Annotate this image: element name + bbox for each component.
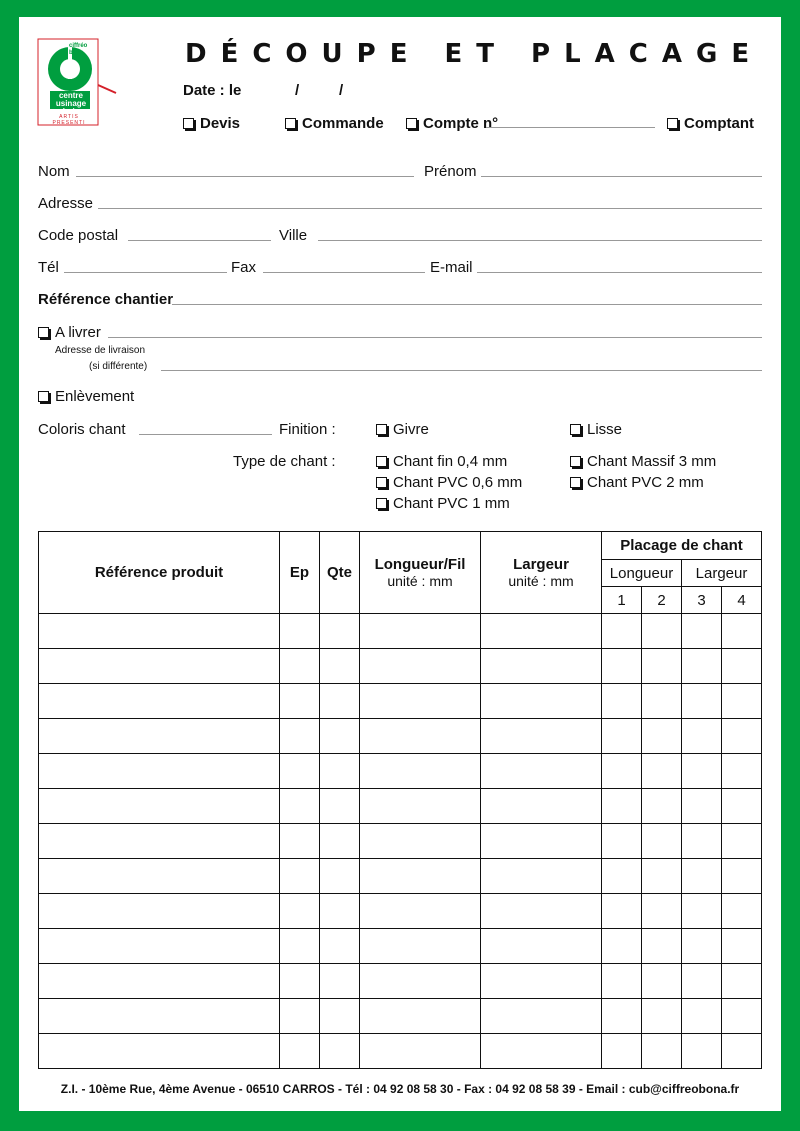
nom-field[interactable] — [76, 176, 414, 177]
table-cell[interactable] — [280, 894, 320, 929]
adresse-field[interactable] — [98, 208, 762, 209]
table-cell[interactable] — [722, 999, 762, 1034]
table-cell[interactable] — [602, 789, 642, 824]
option-comptant[interactable] — [667, 115, 754, 132]
table-cell[interactable] — [320, 929, 360, 964]
logo-brand-top: ciffréo bona — [69, 43, 88, 56]
table-cell[interactable] — [360, 859, 481, 894]
chant-fin-04-label: Chant fin 0,4 mm — [393, 453, 508, 470]
a-livrer-field[interactable] — [108, 337, 762, 338]
header-col-3: 3 — [682, 587, 722, 614]
table-cell[interactable] — [39, 894, 280, 929]
table-row — [39, 649, 762, 684]
table-cell[interactable] — [360, 929, 481, 964]
chant-pvc-2-label: Chant PVC 2 mm — [587, 474, 704, 491]
table-cell[interactable] — [320, 719, 360, 754]
coloris-chant-field[interactable] — [139, 434, 272, 435]
table-cell[interactable] — [280, 929, 320, 964]
table-cell[interactable] — [642, 859, 682, 894]
ville-field[interactable] — [318, 240, 762, 241]
option-a-livrer[interactable] — [38, 324, 101, 341]
date-separator-1: / — [295, 82, 300, 99]
table-row — [39, 999, 762, 1034]
table-row — [39, 1034, 762, 1069]
table-cell[interactable] — [320, 789, 360, 824]
table-cell[interactable] — [602, 894, 642, 929]
table-cell[interactable] — [682, 1034, 722, 1069]
chant-pvc-1-label: Chant PVC 1 mm — [393, 495, 510, 512]
order-table-body — [39, 614, 762, 1069]
table-cell[interactable] — [682, 929, 722, 964]
reference-chantier-label: Référence chantier — [38, 291, 174, 308]
lisse-label: Lisse — [587, 421, 623, 438]
table-cell[interactable] — [481, 649, 602, 684]
table-cell[interactable] — [642, 999, 682, 1034]
checkbox-icon[interactable] — [285, 118, 296, 129]
table-cell[interactable] — [722, 859, 762, 894]
checkbox-icon[interactable] — [406, 118, 417, 129]
table-cell[interactable] — [642, 684, 682, 719]
code-postal-label: Code postal — [38, 227, 119, 244]
table-cell[interactable] — [360, 894, 481, 929]
table-cell[interactable] — [602, 1034, 642, 1069]
table-row — [39, 824, 762, 859]
si-differente-label: (si différente) — [89, 361, 148, 372]
table-cell[interactable] — [682, 614, 722, 649]
footer-contact: Z.I. - 10ème Rue, 4ème Avenue - 06510 CARROS - Tél : 04 92 08 58 30 - Fax : 04 92 08 58 39 - Email : cub@ciffreobona.fr — [60, 1082, 740, 1096]
email-field[interactable] — [477, 272, 762, 273]
table-cell[interactable] — [360, 614, 481, 649]
table-cell[interactable] — [481, 1034, 602, 1069]
checkbox-icon[interactable] — [376, 477, 387, 488]
table-cell[interactable] — [682, 719, 722, 754]
header-placage-longueur: Longueur — [602, 560, 682, 587]
table-cell[interactable] — [481, 894, 602, 929]
option-compte-label: Compte n° — [423, 115, 499, 132]
table-cell[interactable] — [642, 929, 682, 964]
table-cell[interactable] — [320, 1034, 360, 1069]
ville-label: Ville — [279, 227, 308, 244]
header-longueur-label: Longueur/Fil — [374, 556, 466, 573]
table-cell[interactable] — [280, 789, 320, 824]
table-cell[interactable] — [481, 684, 602, 719]
type-de-chant-label: Type de chant : — [233, 453, 336, 470]
table-cell[interactable] — [39, 1034, 280, 1069]
table-cell[interactable] — [320, 999, 360, 1034]
a-livrer-label: A livrer — [55, 324, 101, 341]
table-cell[interactable] — [602, 649, 642, 684]
table-row — [39, 684, 762, 719]
table-cell[interactable] — [320, 964, 360, 999]
tel-label: Tél — [38, 259, 59, 276]
table-cell[interactable] — [682, 789, 722, 824]
date-label: Date : le — [183, 82, 242, 99]
option-commande-label: Commande — [302, 115, 384, 132]
table-cell[interactable] — [280, 859, 320, 894]
logo-tagline: ARTIS PRESENTI — [52, 114, 86, 126]
table-cell[interactable] — [682, 824, 722, 859]
date-separator-2: / — [339, 82, 344, 99]
table-cell[interactable] — [682, 754, 722, 789]
nom-label: Nom — [38, 163, 70, 180]
header-placage-largeur: Largeur — [682, 560, 762, 587]
table-cell[interactable] — [722, 684, 762, 719]
table-row — [39, 929, 762, 964]
table-cell[interactable] — [280, 649, 320, 684]
table-cell[interactable] — [481, 789, 602, 824]
table-cell[interactable] — [320, 859, 360, 894]
table-row — [39, 614, 762, 649]
chant-massif-3-label: Chant Massif 3 mm — [587, 453, 717, 470]
header-placage-de-chant: Placage de chant — [602, 532, 762, 560]
table-cell[interactable] — [481, 859, 602, 894]
table-cell[interactable] — [360, 719, 481, 754]
table-cell[interactable] — [682, 999, 722, 1034]
adresse-livraison-label: Adresse de livraison — [55, 345, 146, 356]
option-givre[interactable] — [376, 421, 429, 438]
adresse-label: Adresse — [38, 195, 94, 212]
table-cell[interactable] — [280, 1034, 320, 1069]
table-cell[interactable] — [39, 649, 280, 684]
table-cell[interactable] — [722, 754, 762, 789]
table-cell[interactable] — [642, 824, 682, 859]
checkbox-icon[interactable] — [570, 477, 581, 488]
fax-field[interactable] — [263, 272, 425, 273]
checkbox-icon[interactable] — [183, 118, 194, 129]
table-cell[interactable] — [602, 824, 642, 859]
table-cell[interactable] — [320, 684, 360, 719]
table-cell[interactable] — [360, 1034, 481, 1069]
table-cell[interactable] — [360, 789, 481, 824]
table-cell[interactable] — [602, 754, 642, 789]
table-cell[interactable] — [320, 754, 360, 789]
table-cell[interactable] — [602, 719, 642, 754]
option-chant-pvc-1[interactable] — [376, 495, 510, 512]
checkbox-icon[interactable] — [376, 424, 387, 435]
table-cell[interactable] — [360, 824, 481, 859]
table-cell[interactable] — [320, 614, 360, 649]
checkbox-icon[interactable] — [38, 391, 49, 402]
header-col-2: 2 — [642, 587, 682, 614]
table-cell[interactable] — [39, 684, 280, 719]
table-cell[interactable] — [722, 894, 762, 929]
option-chant-fin-04[interactable] — [376, 453, 507, 470]
table-cell[interactable] — [642, 894, 682, 929]
table-cell[interactable] — [280, 754, 320, 789]
finition-label: Finition : — [279, 421, 336, 438]
checkbox-icon[interactable] — [38, 327, 49, 338]
table-cell[interactable] — [280, 719, 320, 754]
compte-number-field[interactable] — [486, 127, 655, 128]
table-cell[interactable] — [481, 999, 602, 1034]
option-comptant-label: Comptant — [684, 115, 754, 132]
header-qte: Qte — [320, 532, 360, 614]
table-cell[interactable] — [39, 964, 280, 999]
header-largeur — [481, 532, 602, 614]
table-cell[interactable] — [642, 719, 682, 754]
table-cell[interactable] — [320, 824, 360, 859]
table-cell[interactable] — [280, 964, 320, 999]
header-longueur-unit: unité : mm — [387, 573, 453, 589]
order-form-sheet — [19, 17, 781, 1111]
table-cell[interactable] — [722, 1034, 762, 1069]
table-cell[interactable] — [39, 789, 280, 824]
header-reference-produit: Référence produit — [39, 532, 280, 614]
table-cell[interactable] — [602, 929, 642, 964]
table-cell[interactable] — [642, 754, 682, 789]
table-cell[interactable] — [39, 719, 280, 754]
table-row — [39, 789, 762, 824]
table-row — [39, 719, 762, 754]
email-label: E-mail — [430, 259, 473, 276]
table-cell[interactable] — [602, 964, 642, 999]
table-cell[interactable] — [722, 614, 762, 649]
table-cell[interactable] — [360, 649, 481, 684]
enlevement-label: Enlèvement — [55, 388, 135, 405]
header-ep: Ep — [280, 532, 320, 614]
fax-label: Fax — [231, 259, 257, 276]
table-cell[interactable] — [642, 1034, 682, 1069]
table-cell[interactable] — [320, 649, 360, 684]
table-cell[interactable] — [481, 754, 602, 789]
form-title: DÉCOUPE ET PLACAGE — [185, 39, 764, 69]
checkbox-icon[interactable] — [376, 498, 387, 509]
table-cell[interactable] — [360, 999, 481, 1034]
table-cell[interactable] — [722, 649, 762, 684]
table-cell[interactable] — [602, 614, 642, 649]
table-cell[interactable] — [39, 754, 280, 789]
option-enlevement[interactable] — [38, 388, 134, 405]
table-cell[interactable] — [642, 649, 682, 684]
table-cell[interactable] — [360, 684, 481, 719]
checkbox-icon[interactable] — [570, 424, 581, 435]
table-row — [39, 859, 762, 894]
prenom-field[interactable] — [481, 176, 762, 177]
table-cell[interactable] — [39, 614, 280, 649]
table-cell[interactable] — [682, 894, 722, 929]
option-compte[interactable] — [406, 115, 498, 132]
table-cell[interactable] — [682, 649, 722, 684]
table-cell[interactable] — [642, 964, 682, 999]
header-largeur-unit: unité : mm — [508, 573, 574, 589]
reference-chantier-field[interactable] — [172, 304, 762, 305]
table-cell[interactable] — [722, 929, 762, 964]
table-cell[interactable] — [39, 999, 280, 1034]
givre-label: Givre — [393, 421, 429, 438]
checkbox-icon[interactable] — [376, 456, 387, 467]
header-col-1: 1 — [602, 587, 642, 614]
adresse-livraison-field[interactable] — [161, 370, 762, 371]
option-devis[interactable] — [183, 115, 240, 132]
coloris-chant-label: Coloris chant — [38, 421, 126, 438]
table-cell[interactable] — [682, 964, 722, 999]
table-row — [39, 754, 762, 789]
table-cell[interactable] — [360, 754, 481, 789]
table-cell[interactable] — [602, 684, 642, 719]
table-cell[interactable] — [682, 684, 722, 719]
table-cell[interactable] — [682, 859, 722, 894]
checkbox-icon[interactable] — [667, 118, 678, 129]
table-cell[interactable] — [280, 824, 320, 859]
table-cell[interactable] — [481, 964, 602, 999]
prenom-label: Prénom — [424, 163, 477, 180]
option-chant-pvc-06[interactable] — [376, 474, 522, 491]
table-cell[interactable] — [280, 614, 320, 649]
table-cell[interactable] — [280, 684, 320, 719]
option-chant-massif-3[interactable] — [570, 453, 716, 470]
header-largeur-label: Largeur — [513, 556, 569, 573]
option-chant-pvc-2[interactable] — [570, 474, 704, 491]
table-cell[interactable] — [481, 719, 602, 754]
option-commande[interactable] — [285, 115, 384, 132]
table-cell[interactable] — [481, 929, 602, 964]
option-lisse[interactable] — [570, 421, 622, 438]
table-cell[interactable] — [280, 999, 320, 1034]
table-row — [39, 894, 762, 929]
table-cell[interactable] — [722, 789, 762, 824]
table-cell[interactable] — [39, 859, 280, 894]
tel-field[interactable] — [64, 272, 227, 273]
checkbox-icon[interactable] — [570, 456, 581, 467]
table-cell[interactable] — [39, 929, 280, 964]
header-col-4: 4 — [722, 587, 762, 614]
company-logo — [36, 37, 118, 129]
table-cell[interactable] — [481, 614, 602, 649]
logo-brand-name: centre usinage bois — [55, 91, 87, 116]
table-row — [39, 964, 762, 999]
table-cell[interactable] — [722, 824, 762, 859]
table-cell[interactable] — [602, 859, 642, 894]
table-cell[interactable] — [39, 824, 280, 859]
table-cell[interactable] — [722, 964, 762, 999]
table-cell[interactable] — [642, 789, 682, 824]
order-table — [38, 531, 762, 1069]
table-cell[interactable] — [602, 999, 642, 1034]
header-longueur — [360, 532, 481, 614]
table-cell[interactable] — [320, 894, 360, 929]
table-cell[interactable] — [360, 964, 481, 999]
code-postal-field[interactable] — [128, 240, 271, 241]
table-cell[interactable] — [481, 824, 602, 859]
table-cell[interactable] — [642, 614, 682, 649]
option-devis-label: Devis — [200, 115, 241, 132]
table-cell[interactable] — [722, 719, 762, 754]
chant-pvc-06-label: Chant PVC 0,6 mm — [393, 474, 523, 491]
